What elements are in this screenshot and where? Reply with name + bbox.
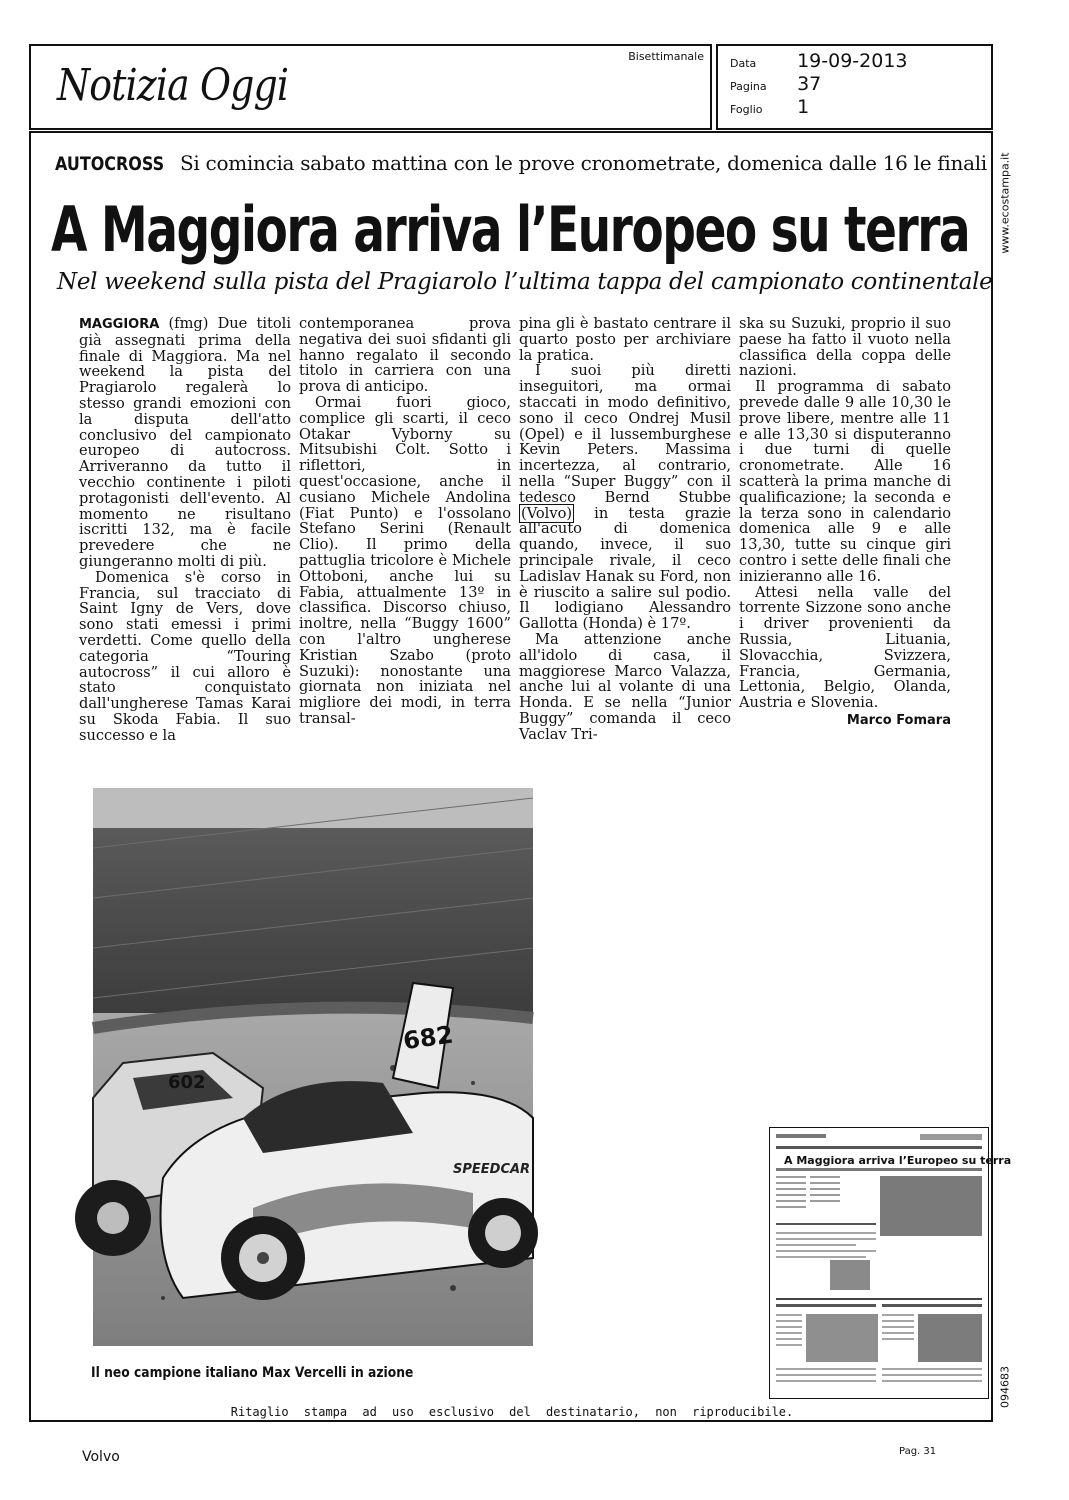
thumbnail-headline: A Maggiora arriva l’Europeo su terra: [784, 1154, 1012, 1167]
section-kicker: AUTOCROSS: [55, 153, 165, 175]
issue-metadata-box: [716, 44, 993, 130]
side-url: [993, 148, 1017, 258]
subheadline: Nel weekend sulla pista del Pragiarolo l’ultima tappa del campionato continentale: [57, 269, 993, 295]
copyright-notice: Ritaglio stampa ad uso esclusivo del destinatario, non riproducibile.: [230, 1405, 794, 1419]
sponsor-decal: SPEEDCAR: [453, 1162, 531, 1177]
photo-caption: Il neo campione italiano Max Vercelli in azione: [91, 1365, 414, 1381]
meta-value: 37: [797, 73, 822, 95]
publication-frequency: Bisettimanale: [628, 50, 704, 63]
side-code-text: 094683: [998, 1366, 1012, 1408]
meta-value: 1: [797, 96, 810, 118]
page-number: Pag. 31: [899, 1446, 937, 1457]
meta-row-page: [730, 73, 821, 95]
author-byline: Marco Fomara: [846, 712, 951, 728]
text-column-3: [519, 316, 731, 743]
side-url-text: www.ecostampa.it: [998, 152, 1012, 254]
meta-key: Pagina: [730, 80, 767, 93]
paragraph: ska su Suzuki, proprio il suo paese ha fatto il vuoto nella classifica della coppa delle nazioni.: [739, 315, 951, 380]
search-keyword: Volvo: [82, 1449, 120, 1465]
paragraph-text: I suoi più diretti inseguitori, ma ormai staccati in modo definitivo, sono il ceco Ondrej Musil (Opel) e il lussemburghese Kevin Peters. Massima incertezza, al contrario, nella “Super Buggy” con il tedesco Bernd Stubbe: [519, 362, 731, 506]
paragraph: pina gli è bastato centrare il quarto posto per archiviare la pratica.: [519, 315, 731, 364]
masthead: Notizia Oggi: [57, 60, 289, 111]
overline: Si comincia sabato mattina con le prove cronometrate, domenica dalle 16 le finali: [180, 151, 987, 175]
back-car-number: 602: [168, 1072, 206, 1093]
kicker-row: [55, 151, 987, 175]
race-photo-illustration: [93, 788, 533, 1346]
keyword-highlight: (Volvo): [521, 504, 573, 522]
meta-value: 19-09-2013: [797, 50, 908, 72]
paragraph: [79, 316, 291, 570]
paragraph-text: (fmg) Due titoli già assegnati prima della finale di Maggiora. Ma nel weekend la pista del Pragiarolo regalerà lo stesso grandi emozioni con la disputa dell'atto conclusivo del campionato europeo di autocross. Arriveranno da tutto il vecchio continente i piloti protagonisti dell'evento. Al momento ne risultano iscritti 132, ma è facile prevedere che ne giungeranno molti di più.: [79, 315, 291, 570]
meta-row-sheet: [730, 96, 809, 118]
paragraph-text: in testa grazie all'acuto di domenica quando, invece, il suo principale rivale, il ceco Ladislav Hanak su Ford, non è riuscito a salire sul podio. Il lodigiano Alessandro Gallotta (Honda) è 17º.: [519, 504, 731, 633]
dateline: MAGGIORA: [79, 317, 160, 332]
meta-row-date: [730, 50, 908, 72]
paragraph: Ma attenzione anche all'idolo di casa, il maggiorese Marco Valazza, anche lui al volante di una Honda. E se nella “Junior Buggy” comanda il ceco Vaclav Tri-: [519, 630, 731, 743]
headline: A Maggiora arriva l’Europeo su terra: [51, 193, 970, 266]
text-column-1: [79, 316, 291, 744]
paragraph: Il programma di sabato prevede dalle 9 alle 10,30 le prove libere, mentre alle 11 e alle 13,30 si disputeranno i due turni di quelle cronometrate. Alle 16 scatterà la prima manche di qualificazione; la seconda e la terza sono in calendario domenica alle 9 e alle 13,30, tutte su cinque giri contro i sette delle finali che inizieranno alle 16.: [739, 378, 951, 585]
race-photo: [93, 788, 533, 1346]
text-column-2: [299, 316, 511, 727]
car-number: 682: [401, 1020, 455, 1056]
paragraph: Domenica s'è corso in Francia, sul tracciato di Saint Igny de Vers, dove sono stati emessi i primi verdetti. Come quello della categoria “Touring autocross” il cui alloro è stato conquistato dall'ungherese Tamas Karai su Skoda Fabia. Il suo successo e la: [79, 568, 291, 744]
paragraph: Ormai fuori gioco, complice gli scarti, il ceco Otakar Vyborny su Mitsubishi Colt. Sotto i riflettori, in quest'occasione, anche il cusiano Michele Andolina (Fiat Punto) e l'ossolano Stefano Serini (Renault Clio). Il primo della pattuglia tricolore è Michele Ottoboni, anche lui su Fabia, attualmente 13º in classifica. Discorso chiuso, inoltre, nella “Buggy 1600” con l'altro ungherese Kristian Szabo (proto Suzuki): nonostante una giornata non iniziata nel migliore dei modi, in terra transal-: [299, 393, 511, 727]
text-column-4: [739, 316, 951, 729]
meta-key: Foglio: [730, 103, 763, 116]
paragraph: [519, 363, 731, 632]
paragraph: Attesi nella valle del torrente Sizzone sono anche i driver provenienti da Russia, Lituania, Slovacchia, Svizzera, Francia, Germania, Lettonia, Belgio, Olanda, Austria e Slovenia.: [739, 583, 951, 712]
meta-key: Data: [730, 57, 757, 70]
paragraph: contemporanea prova negativa dei suoi sfidanti gli hanno regalato il secondo titolo in carriera con una prova di anticipo.: [299, 315, 511, 396]
side-code: [993, 1362, 1017, 1412]
masthead-box: [29, 44, 712, 130]
